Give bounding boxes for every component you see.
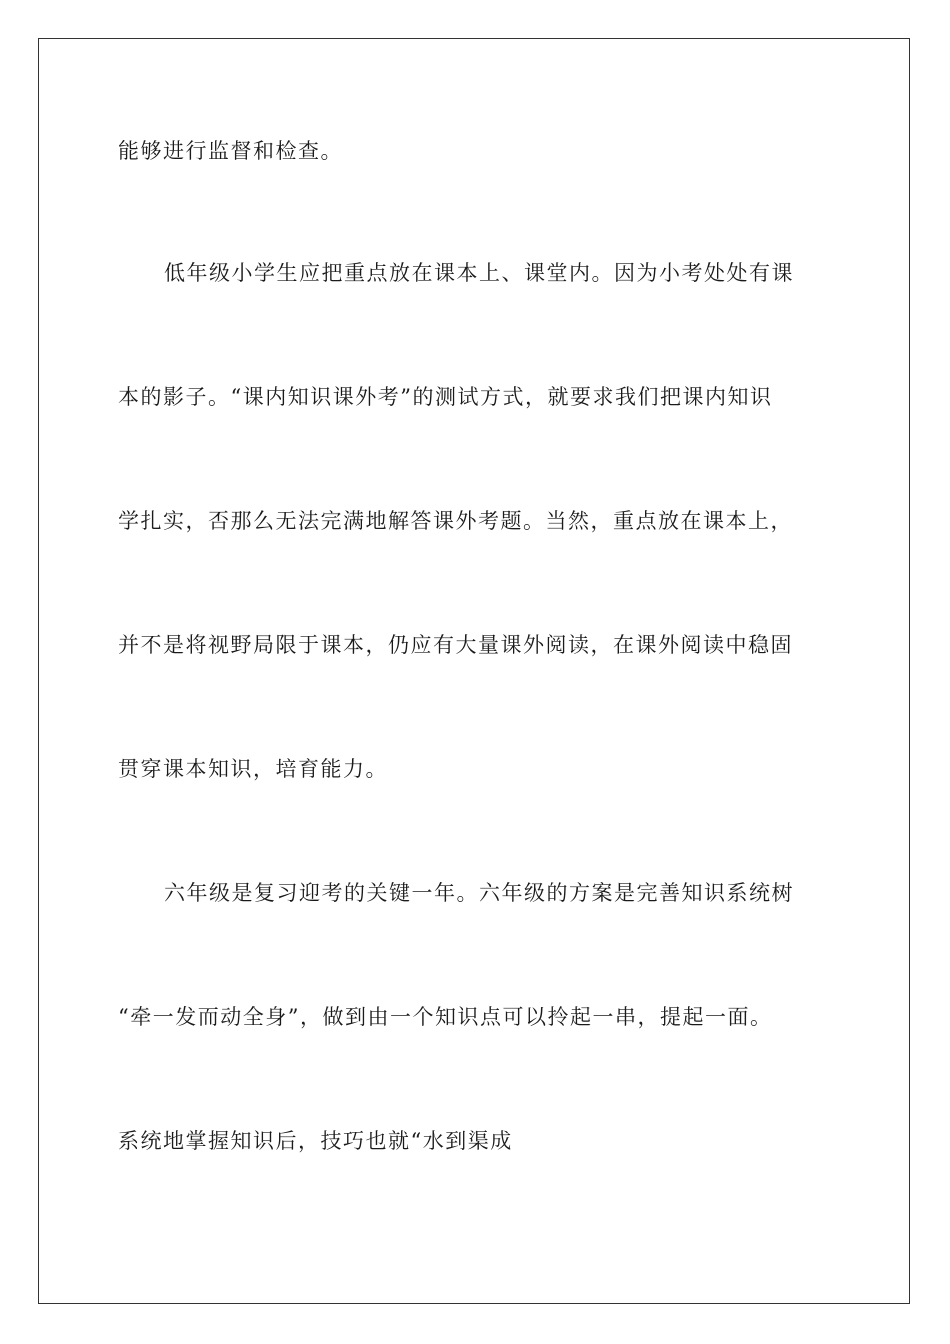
text-line-3: 本的影子。“课内知识课外考”的测试方式，就要求我们把课内知识: [118, 385, 773, 409]
text-line-1: 能够进行监督和检查。: [118, 139, 343, 163]
text-line-9: 系统地掌握知识后，技巧也就“水到渠成: [118, 1129, 513, 1153]
text-line-8: “牵一发而动全身”，做到由一个知识点可以拎起一串，提起一面。: [118, 1005, 773, 1029]
page-border: [38, 38, 910, 1304]
text-line-7: 六年级是复习迎考的关键一年。六年级的方案是完善知识系统树: [164, 881, 794, 905]
text-line-6: 贯穿课本知识，培育能力。: [118, 757, 388, 781]
text-line-5: 并不是将视野局限于课本，仍应有大量课外阅读，在课外阅读中稳固: [118, 633, 793, 657]
text-line-2: 低年级小学生应把重点放在课本上、课堂内。因为小考处处有课: [164, 261, 794, 285]
text-line-4: 学扎实，否那么无法完满地解答课外考题。当然，重点放在课本上，: [118, 509, 793, 533]
